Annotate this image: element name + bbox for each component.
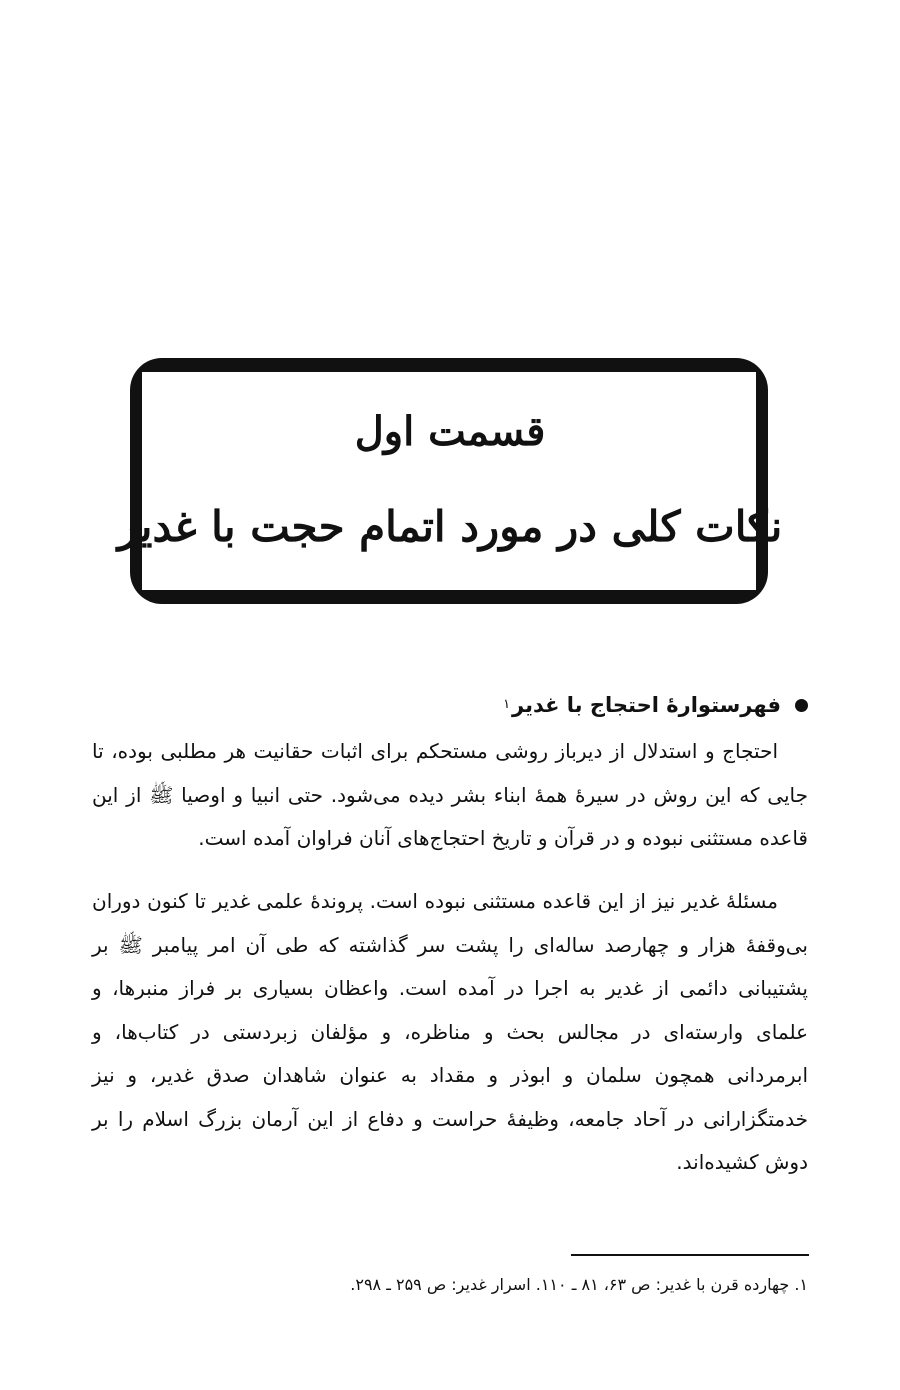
footnote-reference: ۱	[503, 697, 511, 712]
part-label: قسمت اول	[354, 408, 546, 455]
section-heading-text: فهرستوارۀ احتجاج با غدیر	[512, 693, 781, 717]
part-title-frame	[130, 358, 768, 604]
footnote-divider	[571, 1254, 809, 1256]
body-paragraph: مسئلۀ غدیر نیز از این قاعده مستثنی نبوده است. پروندۀ علمی غدیر تا کنون دوران بی‌وقفۀ هزار و چهارصد ساله‌ای را پشت سر گذاشته که طی آن امر پیامبر ﷺ بر پشتیبانی دائمی از غدیر به اجرا در آمده است. واعظان بسیاری بر فراز منبرها، و علمای وارسته‌ای در مجالس بحث و مناظره، و مؤلفان زبردستی در کتاب‌ها، و ابرمردانی همچون سلمان و ابوذر و مقداد به عنوان شاهدان صدق غدیر، و نیز خدمتگزارانی در آحاد جامعه، وظیفۀ حراست و دفاع از این آرمان بزرگ اسلام را بر دوش کشیده‌اند.	[92, 889, 808, 1174]
body-paragraph: احتجاج و استدلال از دیرباز روشی مستحکم برای اثبات حقانیت هر مطلبی بوده، تا جایی که این روش در سیرۀ همۀ ابناء بشر دیده می‌شود. حتی انبیا و اوصیا ﷺ از این قاعده مستثنی نبوده و در قرآن و تاریخ احتجاج‌های آنان فراوان آمده است.	[92, 739, 808, 850]
section-heading	[503, 688, 808, 722]
bullet-icon	[795, 699, 808, 712]
footnote-text: ۱. چهارده قرن با غدیر: ص ۶۳، ۸۱ ـ ۱۱۰. اسرار غدیر: ص ۲۵۹ ـ ۲۹۸.	[350, 1275, 808, 1294]
part-title: نکات کلی در مورد اتمام حجت با غدیر	[117, 502, 783, 551]
